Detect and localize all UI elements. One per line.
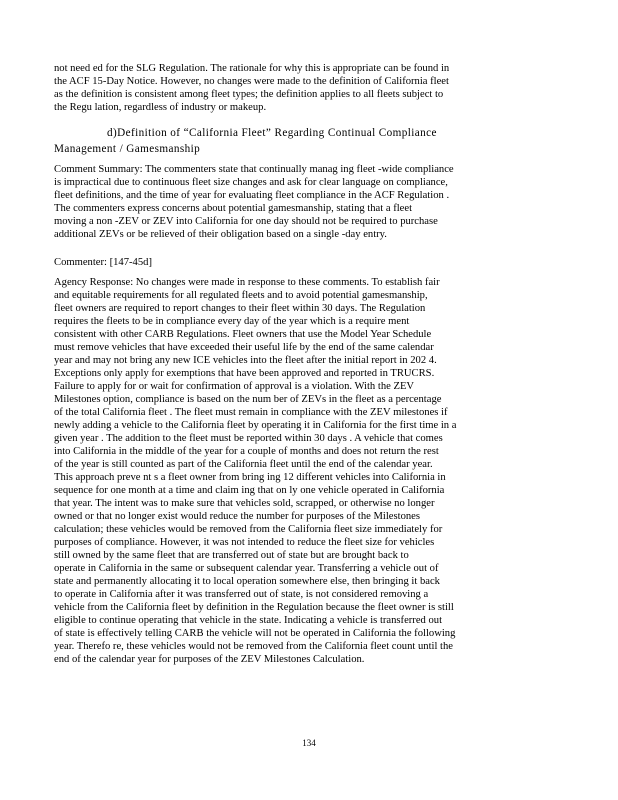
text-line: Failure to apply for or wait for confirmation of approval is a violation. With the ZEV xyxy=(54,381,415,392)
text-line: to operate in California after it was transferred out of state, is not considered removing a xyxy=(54,589,429,600)
text-line: eligible to continue operating that vehicle in the state. Indicating a vehicle is transferred out xyxy=(54,615,443,626)
commenter-id: Commenter: [147-45d] xyxy=(54,257,152,268)
text-line: the Regu lation, regardless of industry or makeup. xyxy=(54,102,267,113)
text-line: not need ed for the SLG Regulation. The rationale for why this is appropriate can be found in xyxy=(54,63,450,74)
text-line: operate in California in the same or subsequent calendar year. Transferring a vehicle out of xyxy=(54,563,439,574)
heading-line: Management / Gamesmanship xyxy=(54,143,201,155)
text-line: requires the fleets to be in compliance every day of the year which is a require ment xyxy=(54,316,410,327)
text-line: calculation; these vehicles would be removed from the California fleet size immediately for xyxy=(54,524,443,535)
section-heading xyxy=(54,125,560,157)
intro-paragraph xyxy=(54,62,560,114)
text-line: into California in the middle of the year for a couple of months and does not return the rest xyxy=(54,446,439,457)
text-line: Milestones option, compliance is based on the num ber of ZEVs in the fleet as a percentage xyxy=(54,394,442,405)
agency-response xyxy=(54,276,560,666)
text-line: moving a non -ZEV or ZEV into California for one day should not be required to purchase xyxy=(54,216,438,227)
text-line: as the definition is consistent among fleet types; the definition applies to all fleets subject to xyxy=(54,89,444,100)
text-line: the ACF 15-Day Notice. However, no changes were made to the definition of California fleet xyxy=(54,76,449,87)
commenter-line xyxy=(54,256,560,269)
text-line: additional ZEVs or be relieved of their obligation based on a single -day entry. xyxy=(54,229,387,240)
text-line: Comment Summary: The commenters state that continually manag ing fleet -wide compliance xyxy=(54,164,454,175)
text-line: state and permanently allocating it to local operation somewhere else, then bringing it back xyxy=(54,576,440,587)
text-line: end of the calendar year for purposes of the ZEV Milestones Calculation. xyxy=(54,654,365,665)
text-line: year. Therefo re, these vehicles would not be removed from the California fleet count until the xyxy=(54,641,453,652)
text-line: is impractical due to continuous fleet size changes and ask for clear language on compliance, xyxy=(54,177,448,188)
text-line: still owned by the same fleet that are transferred out of state but are brought back to xyxy=(54,550,409,561)
text-line: vehicle from the California fleet by definition in the Regulation because the fleet owner is still xyxy=(54,602,454,613)
text-line: consistent with other CARB Regulations. Fleet owners that use the Model Year Schedule xyxy=(54,329,432,340)
text-line: that year. The intent was to make sure that vehicles sold, scrapped, or otherwise no longer xyxy=(54,498,435,509)
text-line: must remove vehicles that have exceeded their useful life by the end of the same calendar xyxy=(54,342,434,353)
text-line: Agency Response: No changes were made in response to these comments. To establish fair xyxy=(54,277,440,288)
comment-summary xyxy=(54,163,560,241)
text-line: The commenters express concerns about potential gamesmanship, stating that a fleet xyxy=(54,203,413,214)
text-line: sequence for one month at a time and claim ing that on ly one vehicle operated in California xyxy=(54,485,445,496)
text-line: and equitable requirements for all regulated fleets and to avoid potential gamesmanship, xyxy=(54,290,428,301)
text-line: given year . The addition to the fleet must be reported within 30 days . A vehicle that comes xyxy=(54,433,443,444)
heading-line: d)Definition of “California Fleet” Regarding Continual Compliance xyxy=(107,127,437,139)
text-line: This approach preve nt s a fleet owner from bring ing 12 different vehicles into California in xyxy=(54,472,446,483)
text-line: newly adding a vehicle to the California fleet by operating it in California for the first time in a xyxy=(54,420,457,431)
text-line: of state is effectively telling CARB the vehicle will not be operated in California the following xyxy=(54,628,456,639)
text-line: Exceptions only apply for exemptions that have been approved and reported in TRUCRS. xyxy=(54,368,435,379)
page-number: 134 xyxy=(302,738,316,748)
text-line: fleet owners are required to report changes to their fleet within 30 days. The Regulation xyxy=(54,303,426,314)
text-line: fleet definitions, and the time of year for evaluating fleet compliance in the ACF Regulation . xyxy=(54,190,450,201)
text-line: year and may not bring any new ICE vehicles into the fleet after the initial report in 202 4. xyxy=(54,355,437,366)
text-line: purposes of compliance. However, it was not intended to reduce the fleet size for vehicles xyxy=(54,537,435,548)
text-line: of the total California fleet . The fleet must remain in compliance with the ZEV milestones if xyxy=(54,407,448,418)
text-line: owned or that no longer exist would reduce the number for purposes of the Milestones xyxy=(54,511,420,522)
text-line: of the year is still counted as part of the California fleet until the end of the calendar year. xyxy=(54,459,433,470)
